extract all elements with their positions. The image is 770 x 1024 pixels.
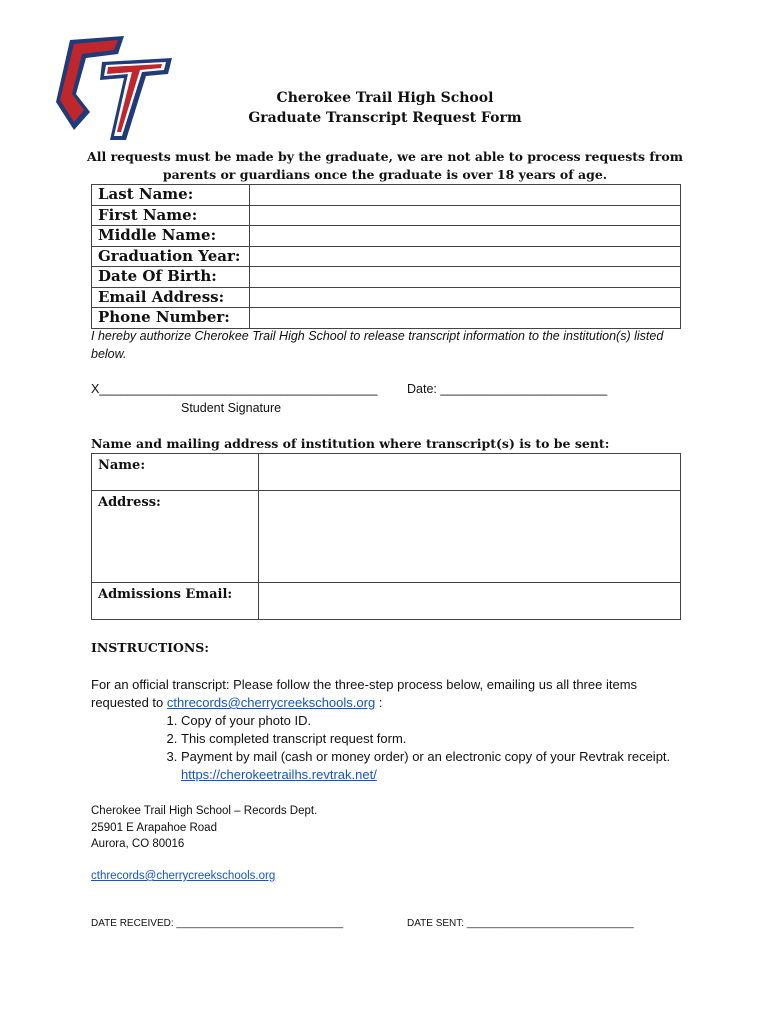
graduation-year-field[interactable] xyxy=(250,246,681,267)
last-name-label: Last Name: xyxy=(92,185,250,206)
records-email-link[interactable]: cthrecords@cherrycreekschools.org xyxy=(166,695,376,710)
institution-name-label: Name: xyxy=(92,454,259,491)
school-name: Cherokee Trail High School xyxy=(276,90,494,106)
institution-address-label: Address: xyxy=(92,491,259,583)
instructions-heading: INSTRUCTIONS: xyxy=(91,640,209,655)
last-name-field[interactable] xyxy=(250,185,681,206)
notice-line-2: parents or guardians once the graduate is over 18 years of age. xyxy=(162,167,608,182)
step-3-text: Payment by mail (cash or money order) or an electronic copy of your Revtrak receipt. xyxy=(181,749,671,764)
form-title: Graduate Transcript Request Form xyxy=(248,110,522,126)
revtrak-link[interactable]: https://cherokeetrailhs.revtrak.net/ xyxy=(181,767,377,782)
phone-number-label: Phone Number: xyxy=(92,308,250,329)
email-address-field[interactable] xyxy=(250,287,681,308)
address-line-1: Cherokee Trail High School – Records Dept. xyxy=(91,805,318,817)
admissions-email-field[interactable] xyxy=(259,583,681,620)
step-2: 2. This completed transcript request form. xyxy=(181,730,691,748)
date-sent-line[interactable]: DATE SENT: ______________________________ xyxy=(407,918,634,929)
admissions-email-label: Admissions Email: xyxy=(92,583,259,620)
graduate-info-table xyxy=(91,184,681,329)
institution-address-field[interactable] xyxy=(259,491,681,583)
notice-line-1: All requests must be made by the graduate, we are not able to process requests from xyxy=(87,149,683,164)
school-logo xyxy=(52,32,176,144)
authorization-text: I hereby authorize Cherokee Trail High School to release transcript information to the institution(s) listed below. xyxy=(91,329,664,361)
institution-heading: Name and mailing address of institution where transcript(s) is to be sent: xyxy=(91,436,610,451)
mailing-email-link[interactable]: cthrecords@cherrycreekschools.org xyxy=(91,870,276,882)
date-of-birth-field[interactable] xyxy=(250,267,681,288)
address-line-3: Aurora, CO 80016 xyxy=(91,838,185,850)
first-name-label: First Name: xyxy=(92,205,250,226)
logo-text: CT xyxy=(112,102,114,103)
instruction-steps xyxy=(91,712,691,784)
instructions-body xyxy=(91,676,691,784)
phone-number-field[interactable] xyxy=(250,308,681,329)
middle-name-label: Middle Name: xyxy=(92,226,250,247)
middle-name-field[interactable] xyxy=(250,226,681,247)
instructions-intro: For an official transcript: Please follow the three-step process below, emailing us all three items requested to xyxy=(91,677,638,710)
graduation-year-label: Graduation Year: xyxy=(92,246,250,267)
instructions-intro-end: : xyxy=(375,695,383,710)
address-line-2: 25901 E Arapahoe Road xyxy=(91,821,217,834)
institution-name-field[interactable] xyxy=(259,454,681,491)
first-name-field[interactable] xyxy=(250,205,681,226)
institution-table xyxy=(91,453,681,620)
step-1: 1. Copy of your photo ID. xyxy=(181,712,691,730)
date-line[interactable]: Date: ________________________ xyxy=(407,382,608,396)
mailing-address xyxy=(91,803,317,853)
signature-line[interactable]: X________________________________________ xyxy=(91,382,378,396)
signature-caption: Student Signature xyxy=(181,401,282,415)
step-3 xyxy=(181,748,691,784)
date-received-line[interactable]: DATE RECEIVED: ______________________________ xyxy=(91,918,344,929)
email-address-label: Email Address: xyxy=(92,287,250,308)
date-of-birth-label: Date Of Birth: xyxy=(92,267,250,288)
